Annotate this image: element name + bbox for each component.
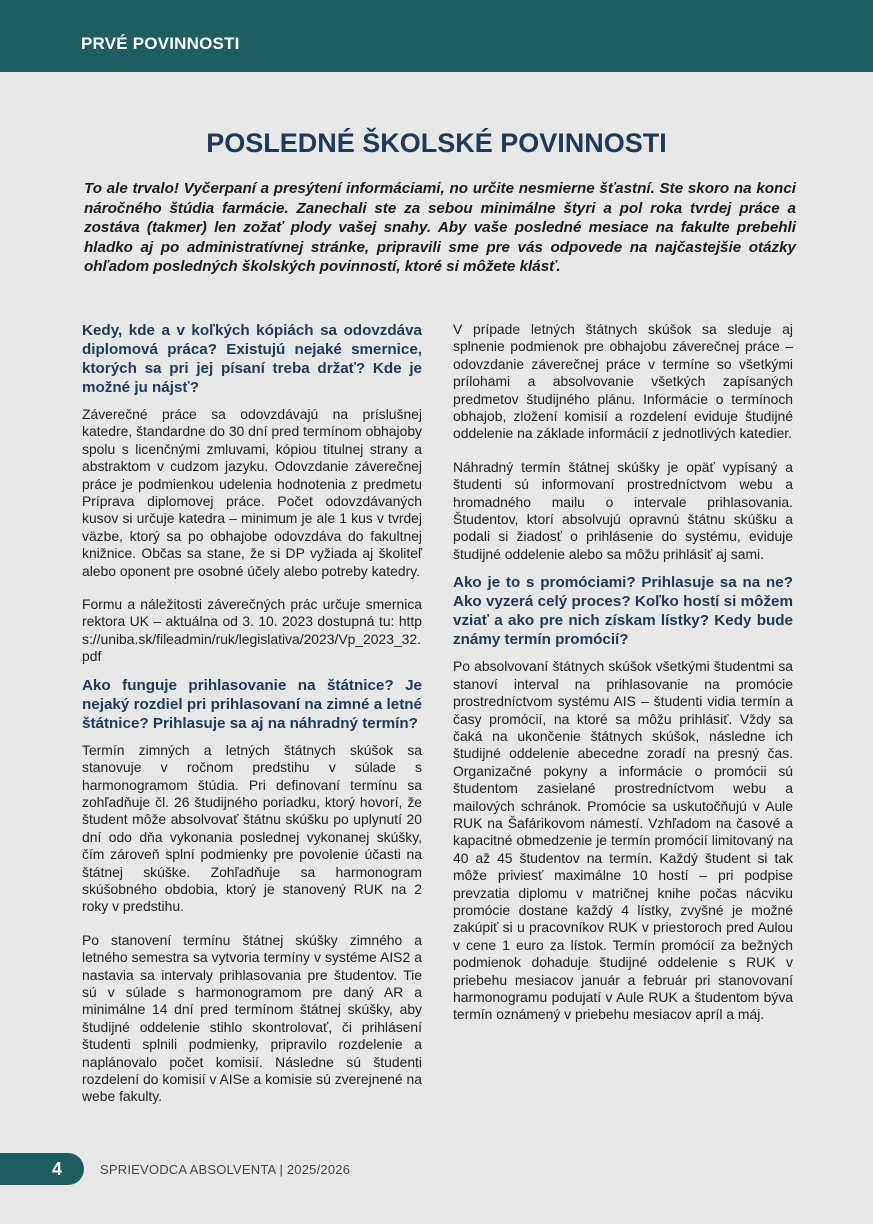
answer-paragraph: Formu a náležitosti záverečných prác určuje smernica rektora UK – aktuálna od 3. 10. 2023 dostupná tu: https://uniba.sk/fileadmin/ruk/legislativa/2023/Vp_2023_32.pdf: [82, 596, 422, 665]
left-column: [82, 321, 422, 1122]
answer-paragraph: Náhradný termín štátnej skúšky je opäť vypísaný a študenti sú informovaní prostredníctvom webu a hromadného mailu o intervale prihlasovania. Študentov, ktorí absolvujú opravnú štátnu skúšku a podali si žiadosť o prihlásenie do systému, eviduje študijné oddelenie alebo sa môžu prihlásiť aj sami.: [453, 458, 793, 562]
answer-paragraph: V prípade letných štátnych skúšok sa sleduje aj splnenie podmienok pre obhajobu záverečnej práce – odovzdanie záverečnej práce v termíne so všetkými prílohami a absolvovanie všetkých zapísaných predmetov študijného plánu. Informácie o termínoch obhajob, zložení komisií a rozdelení eviduje študijné oddelenie na základe informácií z jednotlivých katedier.: [453, 321, 793, 442]
question-heading: Ako funguje prihlasovanie na štátnice? Je nejaký rozdiel pri prihlasovaní na zimné a letné štátnice? Prihlasuje sa aj na náhradný termín?: [82, 676, 422, 732]
question-heading: Kedy, kde a v koľkých kópiách sa odovzdáva diplomová práca? Existujú nejaké smernice, ktorých sa pri jej písaní treba držať? Kde je možné ju nájsť?: [82, 322, 422, 396]
answer-paragraph: Záverečné práce sa odovzdávajú na príslušnej katedre, štandardne do 30 dní pred termínom obhajoby spolu s licenčnými zmluvami, kópiou titulnej strany a abstraktom v cudzom jazyku. Odovzdanie záverečnej práce je podmienkou udelenia hodnotenia z predmetu Príprava diplomovej práce. Počet odovzdávaných kusov si určuje katedra – minimum je ale 1 kus v tvrdej väzbe, ktorý sa po obhajobe odovzdáva do fakultnej knižnice. Občas sa stane, že si DP vyžiada aj školiteľ alebo oponent pre osobné účely alebo potreby katedry.: [82, 406, 422, 579]
article-title: POSLEDNÉ ŠKOLSKÉ POVINNOSTI: [206, 128, 667, 158]
right-column: [453, 321, 793, 1040]
answer-paragraph: Po stanovení termínu štátnej skúšky zimného a letného semestra sa vytvoria termíny v systéme AIS2 a nastavia sa intervaly prihlasovania pre študentov. Tie sú v súlade s harmonogramom pre daný AR a minimálne 14 dní pred termínom štátnej skúšky, aby študijné oddelenie stihlo skontrolovať, či prihlásení študenti splnili podmienky, pripravilo rozdelenie a naplánovalo počet komisií. Následne sú študenti rozdelení do komisií v AISe a komisie sú zverejnené na webe fakulty.: [82, 931, 422, 1105]
answer-paragraph: Po absolvovaní štátnych skúšok všetkými študentmi sa stanoví interval na prihlasovanie na promócie prostredníctvom systému AIS – študenti vidia termín a časy promócií, na ktoré sa môžu prihlásiť. Vždy sa čaká na ukončenie štátnych skúšok, následne ich študijné oddelenie abecedne zoradí na presný čas. Organizačné pokyny a informácie o promócii sú študentom zasielané prostredníctvom webu a mailových schránok. Promócie sa uskutočňujú v Aule RUK na Šafárikovom námestí. Vzhľadom na časové a kapacitné obmedzenie je termín promócií limitovaný na 40 až 45 študentov na termín. Každý študent si tak môže priviesť maximálne 10 hostí – pri podpise prevzatia diplomu v matričnej knihe počas nácviku promócie dostane každý 4 lístky, zvyšné je možné zakúpiť si u pracovníkov RUK v priestoroch pred Aulou v cene 1 euro za lístok. Termín promócií za bežných podmienok dohaduje študijné oddelenie s RUK v priebehu mesiacov január a február pri stanovovaní harmonogramu podujatí v Aule RUK a študentom býva termín oznámený v priebehu mesiacov apríl a máj.: [453, 658, 793, 1023]
answer-paragraph: Termín zimných a letných štátnych skúšok sa stanovuje v ročnom predstihu v súlade s harmonogramom štúdia. Pri definovaní termínu sa zohľadňuje čl. 26 študijného poriadku, ktorý hovorí, že študent môže absolvovať štátnu skúšku po uplynutí 20 dní odo dňa vykonania poslednej vykonanej skúšky, čím zároveň splní podmienky pre povolenie účasti na štátnej skúške. Zohľadňuje sa harmonogram skúšobného obdobia, ktorý je stanovený RUK na 2 roky v predstihu.: [82, 741, 422, 915]
page-number: 4: [52, 1159, 63, 1179]
section-title: PRVÉ POVINNOSTI: [81, 34, 240, 53]
page-number-badge: [0, 1153, 84, 1185]
question-heading: Ako je to s promóciami? Prihlasuje sa na ne? Ako vyzerá celý proces? Koľko hostí si môžem vziať a ako pre nich získam lístky? Kedy bude známy termín promócií?: [453, 574, 793, 649]
article-intro: To ale trvalo! Vyčerpaní a presýtení informáciami, no určite nesmierne šťastní. Ste skoro na konci náročného štúdia farmácie. Zanechali ste za sebou minimálne štyri a pol roka tvrdej práce a zostáva (takmer) len zožať plody vašej snahy. Aby vaše posledné mesiace na fakulte prebehli hladko aj po administratívnej stránke, pripravili sme pre vás odpovede na najčastejšie otázky ohľadom posledných školských povinností, ktoré si môžete klásť.: [84, 180, 796, 275]
publication-footer: SPRIEVODCA ABSOLVENTA | 2025/2026: [100, 1162, 351, 1177]
header-bar: [0, 0, 873, 72]
